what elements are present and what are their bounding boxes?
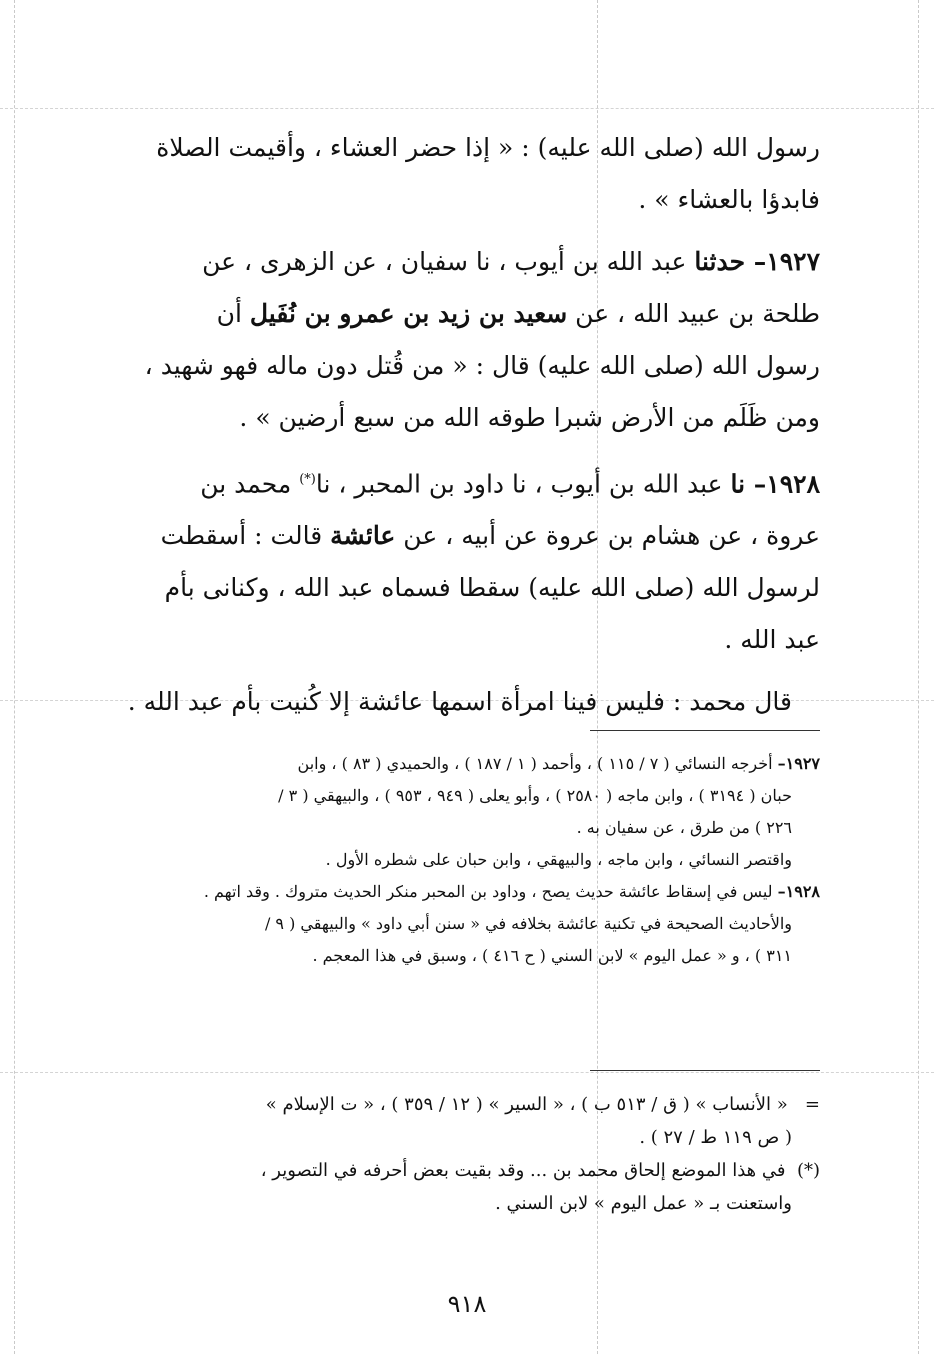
notes-rule: [590, 1070, 820, 1071]
text-line: لرسول الله (صلى الله عليه) سقطا فسماه عبد الله ، وكنانى بأم: [164, 573, 820, 603]
text-line: ومن ظَلَم من الأرض شبرا طوقه الله من سبع أرضين » .: [239, 403, 820, 432]
text-line: قال محمد : فليس فينا امرأة اسمها عائشة إلا كُنيت بأم عبد الله .: [127, 687, 792, 717]
text-line: عبد الله .: [724, 625, 820, 655]
text-line: طلحة بن عبيد الله ، عن سعيد بن زيد بن عمرو بن نُفَيل أن: [216, 299, 820, 328]
text-line: ٣١١ ) ، و « عمل اليوم » لابن السني ( ح ٤١٦ ) ، وسبق في هذا المعجم .: [312, 946, 792, 965]
narrator-name: سعيد بن زيد بن عمرو بن نُفَيل: [249, 299, 568, 328]
hadith-number: ١٩٢٧– حدثنا: [694, 247, 820, 276]
star-note: (*) في هذا الموضع إلحاق محمد بن ... وقد بقيت بعض أحرفه في التصوير ،: [260, 1160, 820, 1181]
text-line: عروة ، عن هشام بن عروة عن أبيه ، عن عائشة قالت : أسقطت: [160, 521, 820, 551]
footnote-rule: [590, 730, 820, 731]
footnote-1928: ١٩٢٨– ليس في إسقاط عائشة حديث يصح ، وداود بن المحبر منكر الحديث متروك . وقد اتهم .: [203, 882, 820, 901]
page-number: ٩١٨: [447, 1290, 487, 1318]
main-text: [110, 122, 820, 728]
footnotes: [110, 748, 820, 972]
footnote-number: ١٩٢٧–: [777, 754, 820, 773]
narrator-name: عائشة: [330, 521, 396, 551]
scan-guide-line: [918, 0, 919, 1354]
scan-guide-line: [0, 1072, 934, 1073]
footnote-number: ١٩٢٨–: [777, 882, 820, 901]
continued-note: = « الأنساب » ( ق / ٥١٣ ب ) ، « السير » ( ١٢ / ٣٥٩ ) ، « ت الإسلام »: [265, 1094, 820, 1115]
text-line: واقتصر النسائي ، وابن ماجه ، والبيهقي ، وابن حبان على شطره الأول .: [325, 850, 792, 869]
continuation-mark: =: [804, 1094, 820, 1115]
footnote-1927: ١٩٢٧– أخرجه النسائي ( ٧ / ١١٥ ) ، وأحمد ( ١ / ١٨٧ ) ، والحميدي ( ٨٣ ) ، وابن: [297, 754, 820, 773]
note-marker: (*): [299, 472, 316, 487]
note-marker: (*): [796, 1160, 820, 1181]
text-line: والأحاديث الصحيحة في تكنية عائشة بخلافه في « سنن أبي داود » والبيهقي ( ٩ /: [264, 914, 792, 933]
scan-guide-line: [0, 108, 934, 109]
text-line: رسول الله (صلى الله عليه) : « إذا حضر العشاء ، وأقيمت الصلاة: [156, 133, 820, 162]
hadith-number: ١٩٢٨– نا: [730, 469, 820, 499]
text-line: حبان ( ٣١٩٤ ) ، وابن ماجه ( ٢٥٨٠ ) ، وأبو يعلى ( ٩٤٩ ، ٩٥٣ ) ، والبيهقي ( ٣ /: [278, 786, 792, 805]
text-line: ( ص ١١٩ ط / ٢٧ ) .: [639, 1127, 792, 1148]
hadith-1928-line: ١٩٢٨– نا عبد الله بن أيوب ، نا داود بن المحبر ، نا(*) محمد بن: [200, 469, 820, 499]
scan-guide-line: [14, 0, 15, 1354]
text-line: ٢٢٦ ) من طرق ، عن سفيان به .: [576, 818, 792, 837]
editor-notes: [110, 1088, 820, 1220]
text-line: واستعنت بـ « عمل اليوم » لابن السني .: [495, 1193, 792, 1214]
hadith-1927-line: ١٩٢٧– حدثنا عبد الله بن أيوب ، نا سفيان ، عن الزهرى ، عن: [202, 247, 820, 276]
text-line: رسول الله (صلى الله عليه) قال : « من قُتل دون ماله فهو شهيد ،: [144, 351, 820, 380]
text-line: فابدؤا بالعشاء » .: [638, 185, 820, 214]
